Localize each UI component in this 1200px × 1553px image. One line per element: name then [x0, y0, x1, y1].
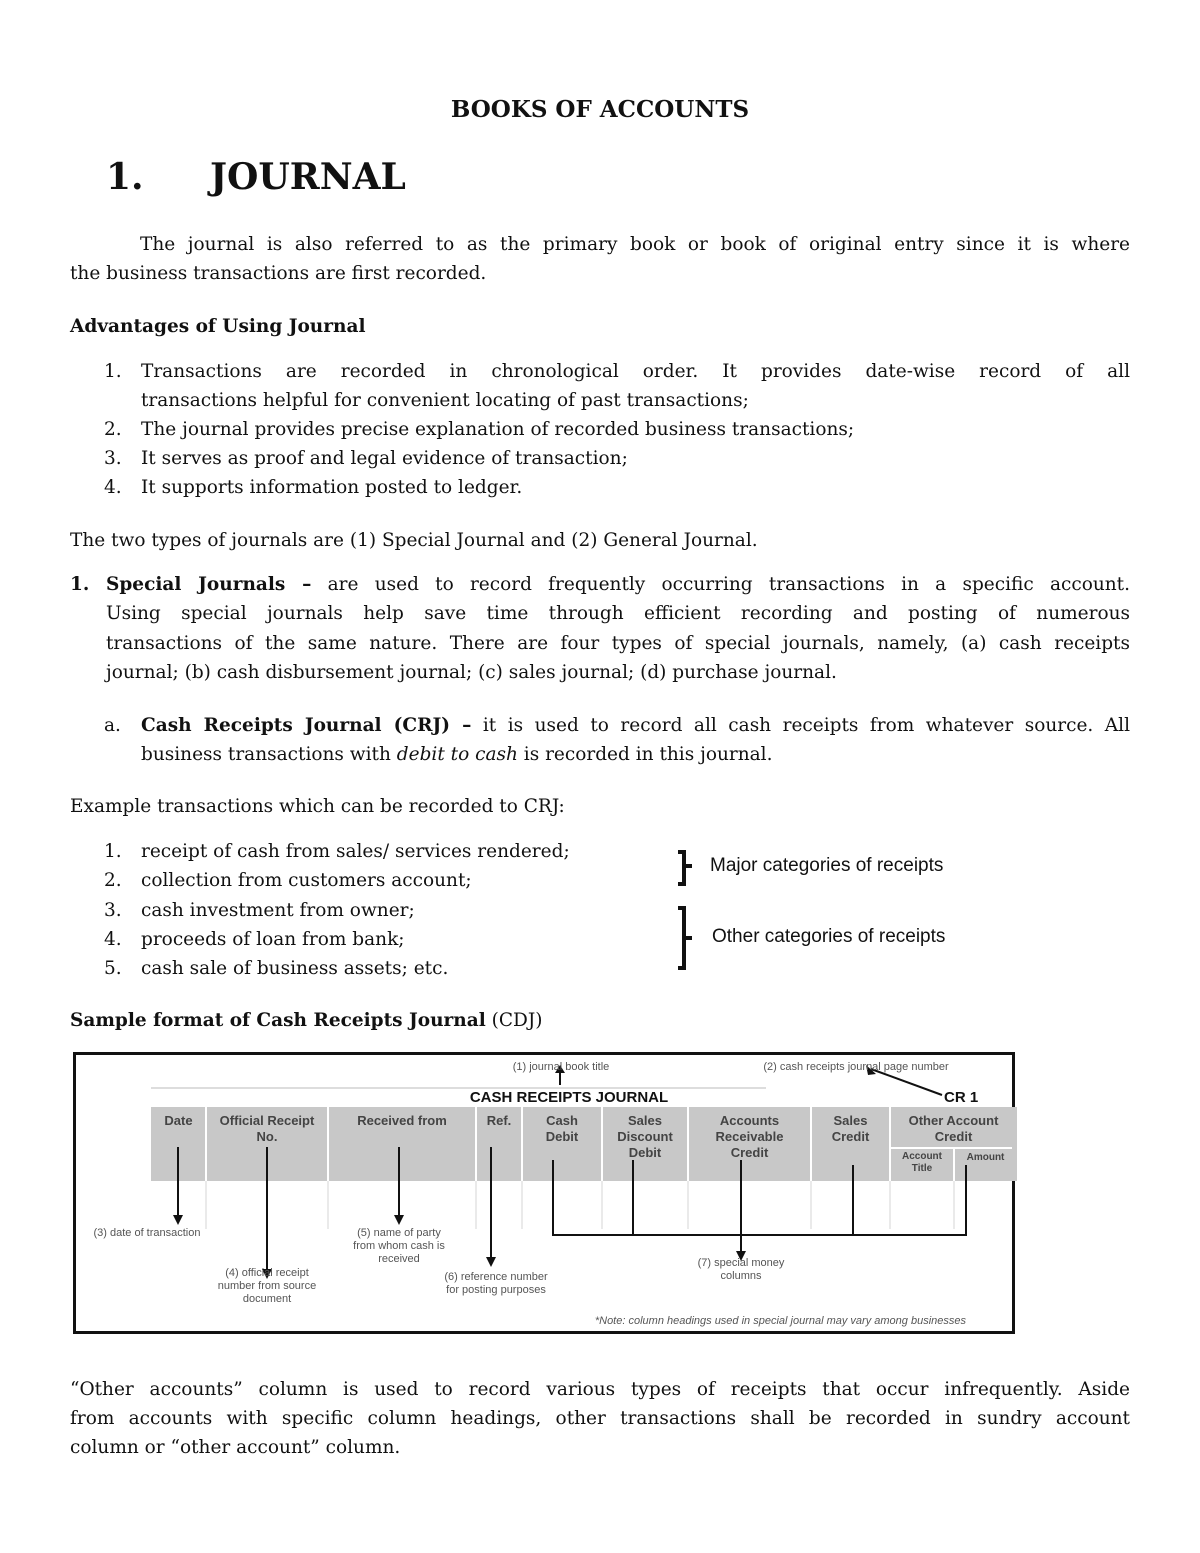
- column-label: Cash: [546, 1113, 578, 1128]
- crj-letter: a.: [104, 715, 121, 736]
- list-number: 1.: [104, 841, 122, 862]
- special-line-4: journal; (b) cash disbursement journal; (c) sales journal; (d) purchase journal.: [106, 662, 837, 683]
- advantage-item-2: [104, 415, 1130, 444]
- closing-line-2: from accounts with specific column headings, other transactions shall be recorded in sundry account: [70, 1408, 1130, 1429]
- closing-line-3: column or “other account” column.: [70, 1437, 401, 1458]
- column-cash-debit: [522, 1113, 602, 1145]
- annotation-line: (7) special money: [697, 1257, 785, 1269]
- special-term: Special Journals –: [106, 574, 312, 595]
- examples-intro: Example transactions which can be recorded to CRJ:: [70, 796, 565, 817]
- annotation-line: for posting purposes: [446, 1284, 546, 1296]
- sample-caption: [70, 1006, 542, 1035]
- annotation-money-columns: [676, 1257, 806, 1283]
- intro-line-2: the business transactions are first recorded.: [70, 263, 487, 284]
- column-label: Debit: [628, 1145, 662, 1160]
- other-brace-icon: [678, 908, 692, 968]
- section-heading: JOURNAL: [210, 156, 406, 198]
- crj-format-figure: [73, 1052, 1015, 1334]
- crj-line-1: [141, 711, 1130, 740]
- list-number: 3.: [104, 900, 122, 921]
- column-sales-discount: [602, 1113, 688, 1161]
- list-number: 2.: [104, 870, 122, 891]
- annotation-line: (4) official receipt: [225, 1267, 309, 1279]
- advantage-item-4: [104, 473, 1130, 502]
- annotation-line: from whom cash is: [353, 1240, 445, 1252]
- intro-line-1: The journal is also referred to as the primary book or book of original entry since it is where: [140, 234, 1130, 255]
- column-date: Date: [164, 1113, 193, 1128]
- special-line-3: transactions of the same nature. There are four types of special journals, namely, (a) cash receipts: [106, 633, 1130, 654]
- column-label: No.: [256, 1129, 278, 1144]
- list-text: receipt of cash from sales/ services rendered;: [141, 841, 570, 862]
- column-label: Title: [911, 1163, 933, 1174]
- column-accounts-receivable: [688, 1113, 811, 1161]
- figure-note: *Note: column headings used in special journal may vary among businesses: [594, 1315, 966, 1327]
- column-received-from: Received from: [357, 1113, 447, 1128]
- column-label: Official Receipt: [219, 1113, 315, 1128]
- example-item-4: [104, 925, 664, 954]
- list-text: collection from customers account;: [141, 870, 472, 891]
- crj-line-2-emphasis: debit to cash: [396, 744, 518, 765]
- annotation-line: received: [378, 1253, 420, 1265]
- column-label: Account: [902, 1151, 942, 1162]
- column-label: Sales: [833, 1113, 868, 1128]
- example-item-1: [104, 837, 664, 866]
- annotation-page-number: (2) cash receipts journal page number: [763, 1061, 949, 1073]
- crj-term: Cash Receipts Journal (CRJ) –: [141, 715, 472, 736]
- annotation-official-receipt: [206, 1267, 328, 1306]
- annotation-date: (3) date of transaction: [93, 1227, 201, 1239]
- crj-line-2-pre: business transactions with: [141, 744, 397, 765]
- list-number: 5.: [104, 958, 122, 979]
- column-sales-credit: [811, 1113, 890, 1145]
- column-label: Discount: [617, 1129, 673, 1144]
- annotation-line: document: [242, 1293, 292, 1305]
- example-item-2: [104, 866, 664, 895]
- other-categories-label: Other categories of receipts: [712, 926, 946, 947]
- document-title: BOOKS OF ACCOUNTS: [450, 96, 750, 123]
- column-account-title: [890, 1151, 954, 1175]
- sample-caption-rest: (CDJ): [485, 1010, 543, 1031]
- list-text: proceeds of loan from bank;: [141, 929, 405, 950]
- list-text: cash investment from owner;: [141, 900, 415, 921]
- list-text: cash sale of business assets; etc.: [141, 958, 449, 979]
- list-text: It supports information posted to ledger.: [141, 477, 523, 498]
- example-item-5: [104, 954, 664, 983]
- list-number: 4.: [104, 929, 122, 950]
- list-number: 1.: [104, 361, 122, 382]
- journal-title: CASH RECEIPTS JOURNAL: [469, 1089, 669, 1106]
- journal-types-sentence: The two types of journals are (1) Special Journal and (2) General Journal.: [70, 530, 758, 551]
- column-ref: Ref.: [486, 1113, 512, 1128]
- category-braces: [670, 848, 700, 978]
- list-text: It serves as proof and legal evidence of transaction;: [141, 448, 628, 469]
- column-label: Accounts: [719, 1113, 780, 1128]
- annotation-line: (6) reference number: [444, 1271, 548, 1283]
- major-categories-label: Major categories of receipts: [710, 855, 944, 876]
- advantages-heading: Advantages of Using Journal: [70, 316, 366, 337]
- list-text: Transactions are recorded in chronological order. It provides date-wise record of all: [141, 361, 1130, 382]
- list-number: 3.: [104, 448, 122, 469]
- list-text: The journal provides precise explanation of recorded business transactions;: [141, 419, 855, 440]
- column-label: Sales: [628, 1113, 662, 1128]
- advantage-item-1: [104, 357, 1130, 415]
- journal-page-number: CR 1: [944, 1089, 979, 1106]
- column-label: Credit: [730, 1145, 769, 1160]
- column-label: Receivable: [715, 1129, 784, 1144]
- list-number: 4.: [104, 477, 122, 498]
- major-brace-icon: [678, 852, 692, 884]
- column-label: Other Account: [908, 1113, 999, 1128]
- column-label: Debit: [545, 1129, 579, 1144]
- list-number: 2.: [104, 419, 122, 440]
- advantage-item-3: [104, 444, 1130, 473]
- column-label: Credit: [934, 1129, 973, 1144]
- special-line-1-text: are used to record frequently occurring transactions in a specific account.: [311, 574, 1130, 595]
- annotation-line: number from source: [217, 1280, 317, 1292]
- column-other-account: [890, 1113, 1017, 1145]
- closing-line-1: “Other accounts” column is used to record various types of receipts that occur infrequently. Aside: [70, 1379, 1130, 1400]
- list-text: transactions helpful for convenient locating of past transactions;: [141, 390, 749, 411]
- crj-line-2-post: is recorded in this journal.: [517, 744, 773, 765]
- sample-caption-bold: Sample format of Cash Receipts Journal: [70, 1010, 486, 1031]
- example-item-3: [104, 896, 664, 925]
- annotation-received-from: [334, 1227, 464, 1266]
- special-line-2: Using special journals help save time through efficient recording and posting of numerous: [106, 603, 1130, 624]
- annotation-line: (5) name of party: [357, 1227, 441, 1239]
- special-number: 1.: [70, 574, 90, 595]
- annotation-line: columns: [720, 1270, 762, 1282]
- crj-line-2: [141, 740, 1130, 769]
- column-amount: Amount: [966, 1152, 1005, 1163]
- column-official-receipt: [206, 1113, 328, 1145]
- section-number: 1.: [106, 156, 144, 198]
- annotation-reference: [426, 1271, 566, 1297]
- crj-line-1-text: it is used to record all cash receipts from whatever source. All: [471, 715, 1130, 736]
- column-label: Credit: [831, 1129, 870, 1144]
- annotation-title: (1) journal book title: [512, 1061, 610, 1073]
- special-line-1: [106, 570, 1130, 599]
